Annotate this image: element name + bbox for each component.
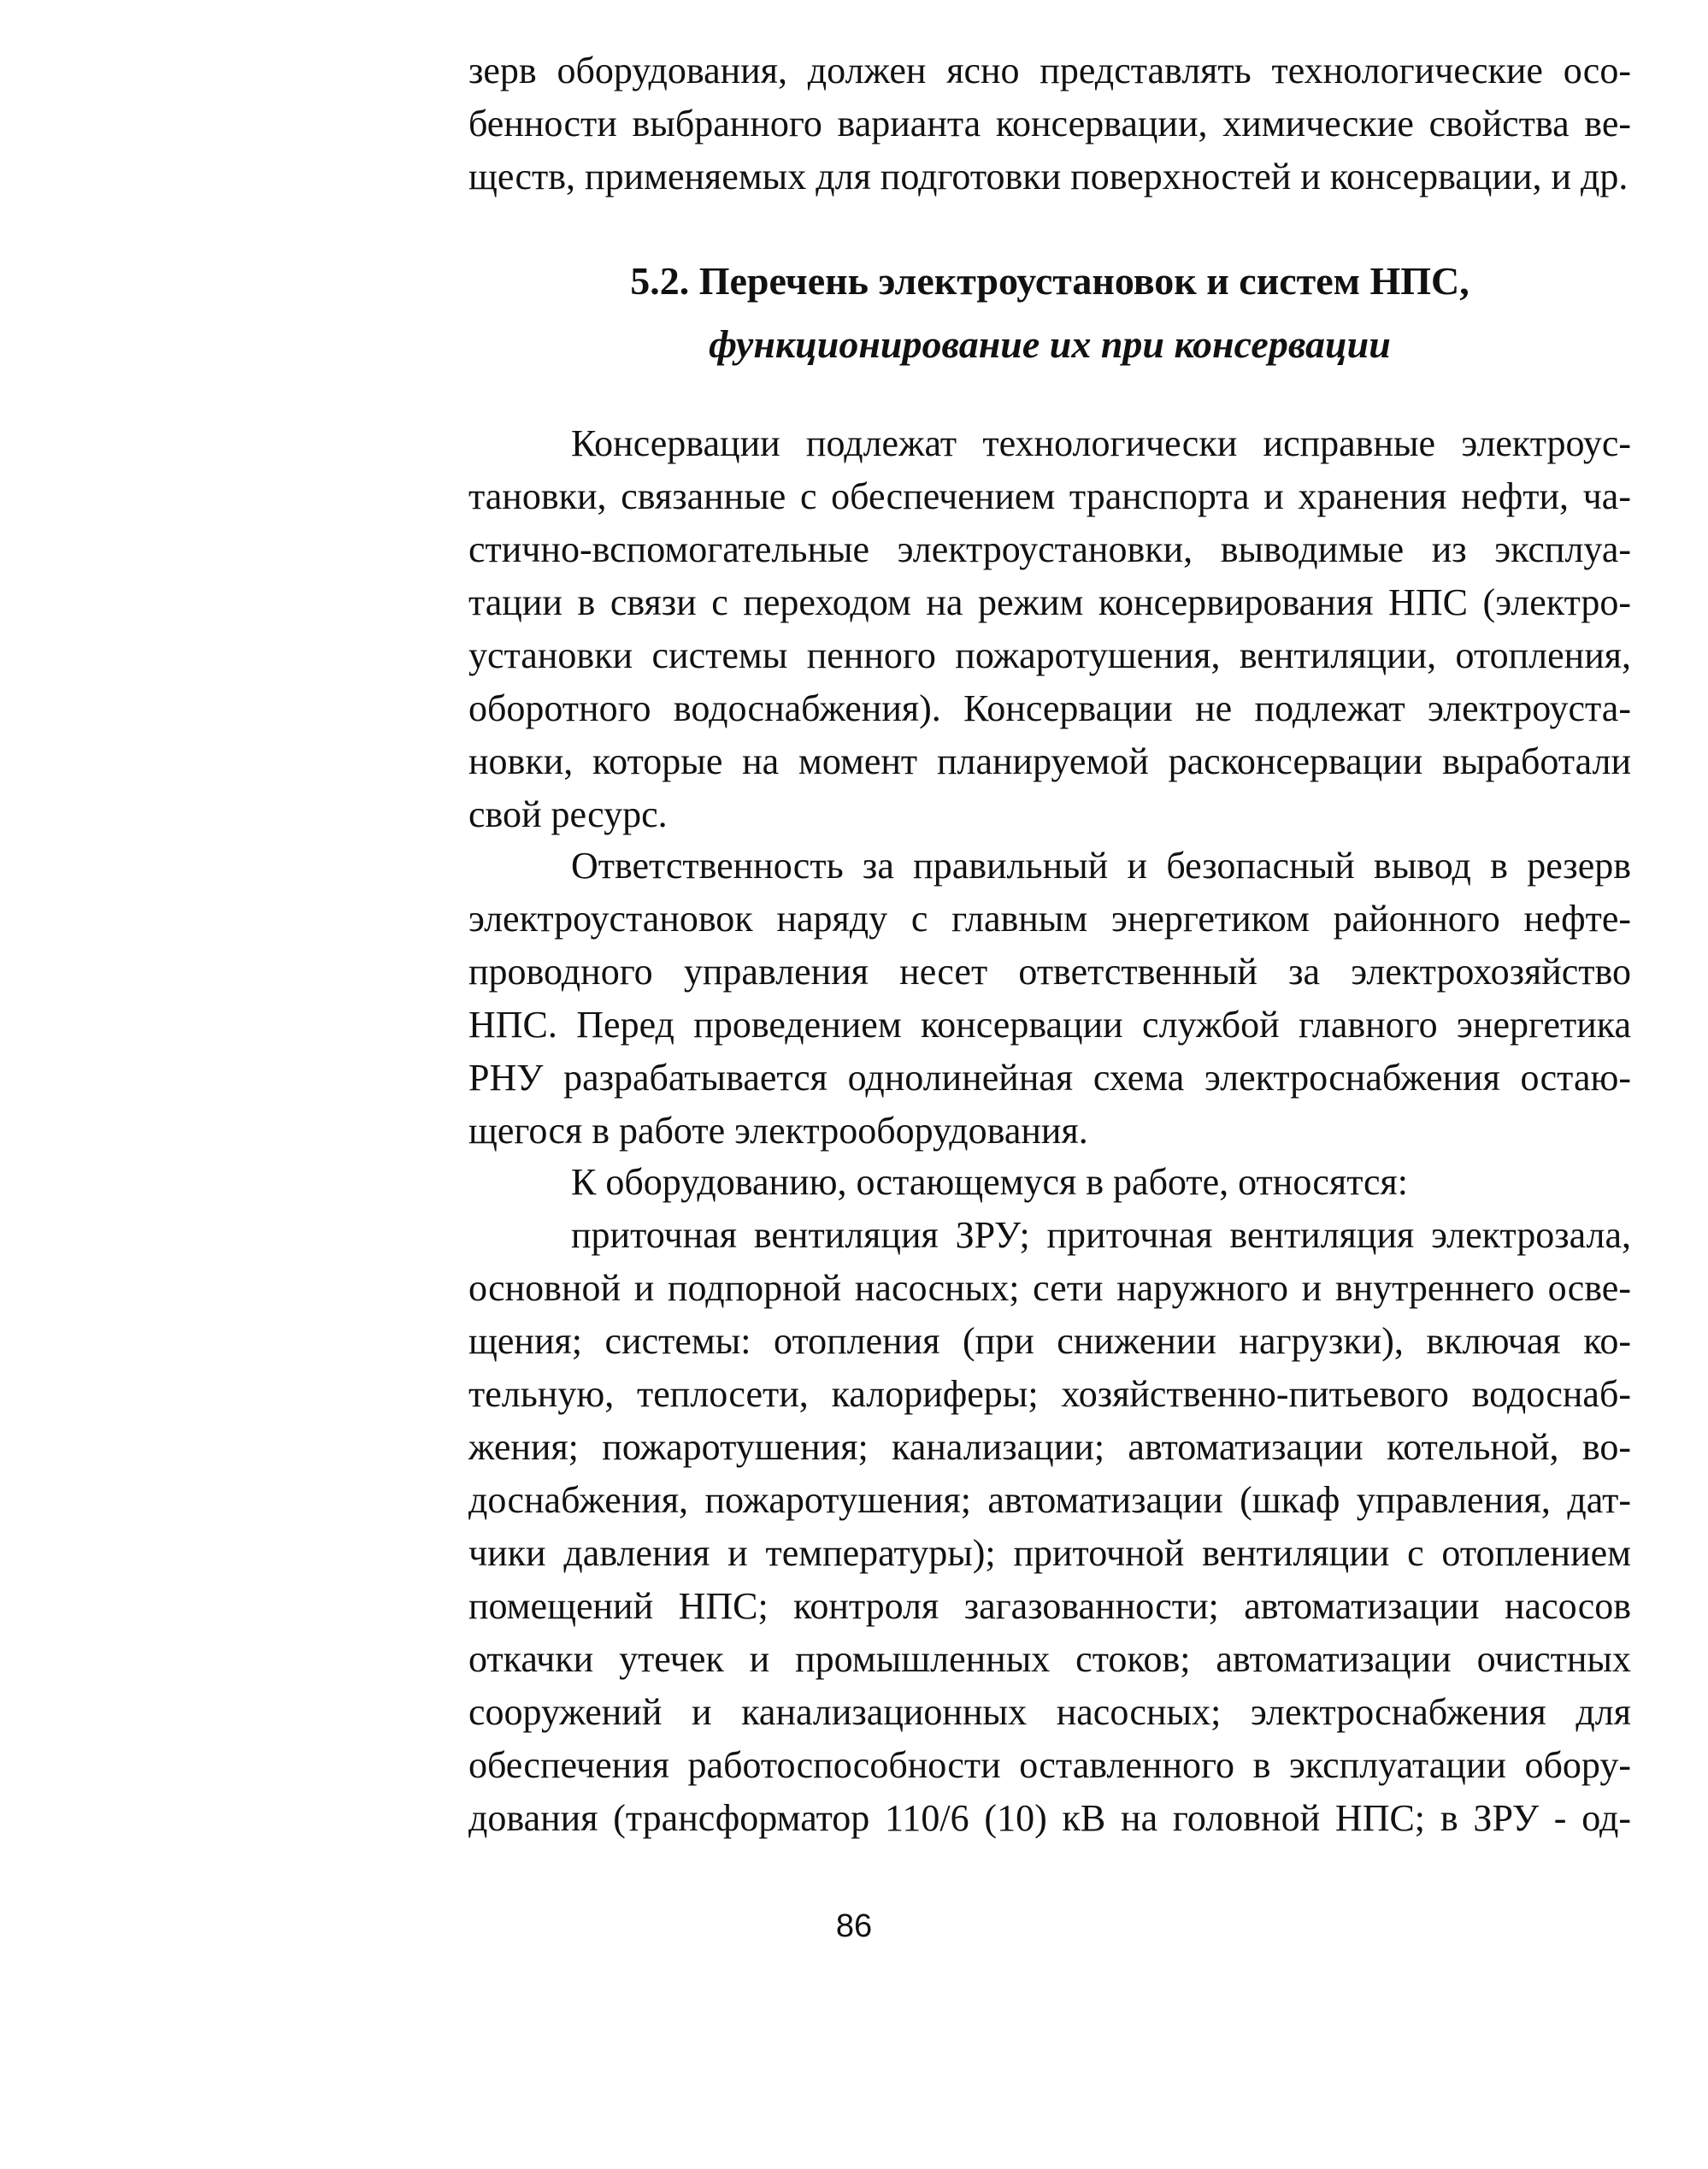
text-line: проводного управления несет ответственный за электрохозяйство (468, 951, 1631, 993)
text-line: чики давления и температуры); приточной вентиляции с отоплением (468, 1532, 1631, 1574)
text-line: дования (трансформатор 110/6 (10) кВ на головной НПС; в ЗРУ - од- (468, 1797, 1631, 1839)
text-line: помещений НПС; контроля загазованности; автоматизации насосов (468, 1585, 1631, 1627)
text-line: бенности выбранного варианта консервации, химические свойства ве- (468, 103, 1631, 144)
text-line: К оборудованию, остающемуся в работе, относятся: (571, 1161, 1408, 1203)
paragraph-4 (468, 1209, 1631, 1845)
text-line: доснабжения, пожаротушения; автоматизации (шкаф управления, дат- (468, 1479, 1631, 1521)
text-line: Консервации подлежат технологически исправные электроус- (571, 422, 1631, 464)
text-line: свой ресурс. (468, 793, 668, 835)
text-line: приточная вентиляция ЗРУ; приточная вентиляция электрозала, (571, 1214, 1631, 1256)
section-heading-line1: 5.2. Перечень электроустановок и систем НПС, (630, 259, 1469, 303)
text-line: откачки утечек и промышленных стоков; автоматизации очистных (468, 1638, 1631, 1680)
text-line: основной и подпорной насосных; сети наружного и внутреннего осве- (468, 1267, 1631, 1309)
text-line: ществ, применяемых для подготовки поверхностей и консервации, и др. (468, 156, 1628, 197)
text-line: жения; пожаротушения; канализации; автоматизации котельной, во- (468, 1426, 1631, 1468)
text-line: зерв оборудования, должен ясно представлять технологические осо- (468, 50, 1631, 91)
text-line: щения; системы: отопления (при снижении нагрузки), включая ко- (468, 1320, 1631, 1362)
text-line: тельную, теплосети, калориферы; хозяйственно-питьевого водоснаб- (468, 1373, 1631, 1415)
text-line: РНУ разрабатывается однолинейная схема электроснабжения остаю- (468, 1057, 1631, 1099)
text-line: электроустановок наряду с главным энергетиком районного нефте- (468, 898, 1631, 940)
text-line: обеспечения работоспособности оставленного в эксплуатации обору- (468, 1744, 1631, 1786)
text-line: оборотного водоснабжения). Консервации не подлежат электроуста- (468, 687, 1631, 729)
text-line: стично-вспомогательные электроустановки, выводимые из эксплуа- (468, 528, 1631, 570)
paragraph-2 (468, 840, 1631, 1158)
page-number: 86 (835, 1908, 873, 1944)
section-heading (468, 250, 1631, 376)
text-line: Ответственность за правильный и безопасный вывод в резерв (571, 845, 1631, 887)
top-paragraph (468, 44, 1631, 203)
paragraph-3 (468, 1156, 1631, 1209)
text-line: тации в связи с переходом на режим консервирования НПС (электро- (468, 581, 1631, 623)
text-line: установки системы пенного пожаротушения, вентиляции, отопления, (468, 634, 1631, 676)
text-line: щегося в работе электрооборудования. (468, 1110, 1088, 1152)
text-line: тановки, связанные с обеспечением транспорта и хранения нефти, ча- (468, 475, 1631, 517)
text-line: новки, которые на момент планируемой расконсервации выработали (468, 740, 1631, 782)
text-line: сооружений и канализационных насосных; электроснабжения для (468, 1691, 1631, 1733)
section-heading-line2: функционирование их при консервации (709, 322, 1391, 366)
text-line: НПС. Перед проведением консервации службой главного энергетика (468, 1004, 1631, 1046)
paragraph-1 (468, 417, 1631, 841)
